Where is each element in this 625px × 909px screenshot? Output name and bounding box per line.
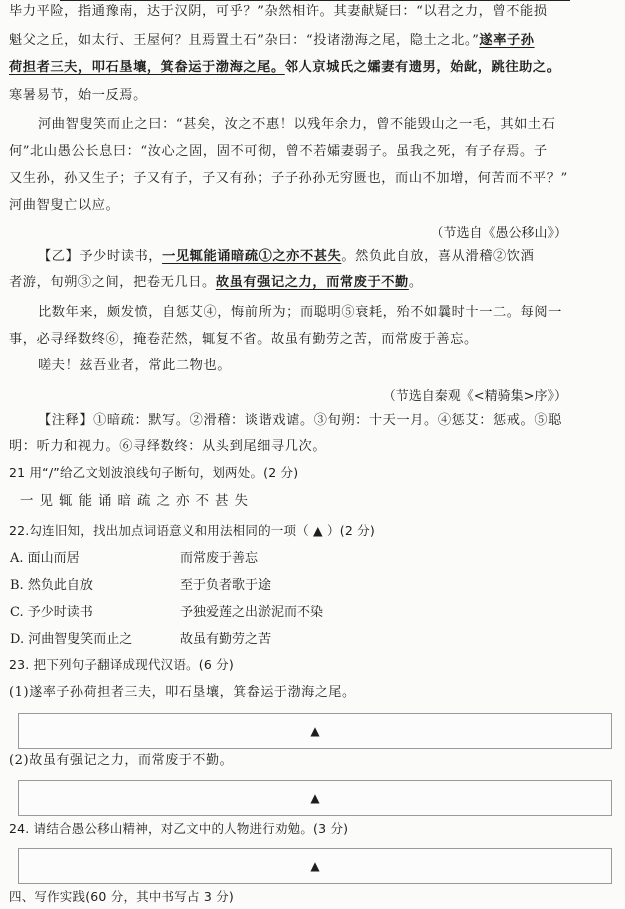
passage-line: 荷担者三夫，叩石垦壤，箕畚运于渤海之尾。邻人京城氏之孀妻有遗男，始龀，跳往助之。: [9, 60, 561, 75]
passage-line: 事，必寻绎数终⑥，掩卷茫然，辄复不省。故虽有勤劳之苦，而常废于善忘。: [9, 332, 478, 347]
underlined-text: 荷担者三夫，叩石垦壤，箕畚运于渤海之尾。: [9, 60, 285, 75]
notes-line: 明：听力和视力。⑥寻绎数终：从头到尾细寻几次。: [9, 439, 327, 454]
answer-marker-triangle-icon: ▲: [310, 791, 320, 805]
passage-line: 何”北山愚公长息曰：“汝心之固，固不可彻，曾不若孀妻弱子。虽我之死，有子存焉。子: [9, 144, 548, 159]
passage-line: 河曲智叟亡以应。: [9, 198, 120, 213]
question-21-sentence: 一见辄能诵暗疏之亦不甚失: [20, 493, 254, 509]
passage-line: 者游，旬朔③之间，把卷无几日。故虽有强记之力，而常废于不勤。: [9, 275, 423, 290]
option-d: D. 河曲智叟笑而止之 故虽有勤劳之苦: [10, 632, 272, 647]
section-heading-writing: 四、写作实践(60 分，其中书写占 3 分): [9, 889, 234, 904]
question-23: 23. 把下列句子翻译成现代汉语。(6 分): [9, 657, 234, 672]
option-c: C. 予少时读书 予独爱莲之出淤泥而不染: [10, 605, 324, 620]
answer-marker-triangle-icon: ▲: [310, 724, 320, 738]
question-24: 24. 请结合愚公移山精神，对乙文中的人物进行劝勉。(3 分): [9, 821, 349, 836]
passage-line: 魁父之丘，如太行、王屋何？且焉置土石”杂曰：“投诸渤海之尾，隐土之北。”遂率子孙: [9, 33, 535, 48]
question-23-item-1: (1)遂率子孙荷担者三夫，叩石垦壤，箕畚运于渤海之尾。: [9, 685, 356, 700]
question-22: 22.勾连旧知，找出加点词语意义和用法相同的一项（ ▲ ）(2 分): [9, 523, 375, 538]
question-21: 21 用“/”给乙文划波浪线句子断句，划两处。(2 分): [9, 465, 299, 480]
top-rule: [60, 0, 570, 1]
answer-box-24[interactable]: [18, 848, 612, 884]
question-23-item-2: (2)故虽有强记之力，而常废于不勤。: [9, 753, 234, 768]
answer-box-23-2[interactable]: [18, 780, 612, 816]
underlined-sentence: 故虽有强记之力，而常废于不勤: [215, 275, 409, 290]
passage-line: 河曲智叟笑而止之曰：“甚矣，汝之不惠！以残年余力，曾不能毁山之一毛，其如土石: [38, 117, 556, 132]
passage-line: 毕力平险，指通豫南，达于汉阴，可乎？”杂然相许。其妻献疑曰：“以君之力，曾不能损: [9, 4, 548, 19]
source-citation: （节选自《愚公移山》）: [430, 226, 567, 241]
passage-line: 【乙】予少时读书，一见辄能诵暗疏①之亦不甚失。然负此自放，喜从滑稽②饮酒: [38, 249, 535, 264]
option-b: B. 然负此自放 至于负者歌于途: [10, 578, 272, 593]
answer-marker-triangle-icon: ▲: [310, 859, 320, 873]
passage-line: 比数年来，颇发愤，自惩艾④，悔前所为；而聪明⑤衰耗，殆不如曩时十一二。每阅一: [38, 305, 562, 320]
wavy-underlined-sentence: 一见辄能诵暗疏①之亦不甚失: [162, 249, 342, 264]
source-citation: （节选自秦观《<精骑集>序》）: [382, 389, 567, 404]
passage-line: 寒暑易节，始一反焉。: [9, 88, 147, 103]
passage-line: 嗟夫！兹吾业者，常此二物也。: [38, 358, 232, 373]
wavy-underlined-text: 遂率子孙: [479, 33, 535, 48]
passage-line: 又生孙，孙又生子；子又有子，子又有孙；子子孙孙无穷匮也，而山不加增，何苦而不平？”: [9, 171, 568, 186]
answer-box-23-1[interactable]: [18, 713, 612, 749]
notes-line: 【注释】①暗疏：默写。②滑稽：谈谐戏谑。③旬朔：十天一月。④惩艾：惩戒。⑤聪: [38, 413, 562, 428]
option-a: A. 面山而居 而常废于善忘: [10, 551, 259, 566]
